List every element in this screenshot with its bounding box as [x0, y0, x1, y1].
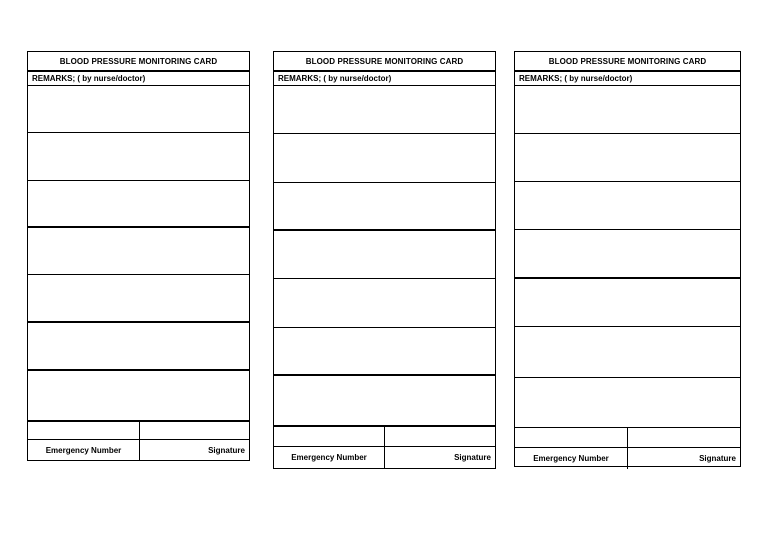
remarks-row[interactable] [274, 279, 495, 328]
remarks-label: REMARKS; ( by nurse/doctor) [274, 72, 495, 86]
card-title: BLOOD PRESSURE MONITORING CARD [28, 52, 249, 72]
remarks-label: REMARKS; ( by nurse/doctor) [28, 72, 249, 86]
remarks-row[interactable] [28, 228, 249, 275]
bp-card-2 [273, 51, 496, 469]
remarks-row[interactable] [515, 378, 740, 428]
emergency-number-field[interactable] [515, 428, 628, 447]
footer-label-row [274, 447, 495, 468]
signature-field[interactable] [140, 422, 249, 439]
emergency-number-label: Emergency Number [515, 448, 628, 469]
signature-field[interactable] [385, 427, 495, 446]
remarks-row[interactable] [28, 181, 249, 228]
remarks-row[interactable] [515, 279, 740, 327]
remarks-row[interactable] [28, 86, 249, 133]
remarks-row[interactable] [274, 86, 495, 134]
remarks-row[interactable] [515, 327, 740, 378]
card-title: BLOOD PRESSURE MONITORING CARD [274, 52, 495, 72]
remarks-row[interactable] [274, 183, 495, 231]
remarks-row[interactable] [274, 328, 495, 376]
remarks-row[interactable] [515, 230, 740, 279]
footer-label-row [28, 440, 249, 460]
footer-input-row [274, 427, 495, 447]
footer-input-row [28, 422, 249, 440]
emergency-number-label: Emergency Number [28, 440, 140, 460]
bp-card-1 [27, 51, 250, 461]
emergency-number-field[interactable] [28, 422, 140, 439]
remarks-row[interactable] [274, 134, 495, 183]
emergency-number-field[interactable] [274, 427, 385, 446]
emergency-number-label: Emergency Number [274, 447, 385, 468]
signature-label: Signature [454, 453, 491, 462]
remarks-row[interactable] [274, 376, 495, 427]
remarks-row[interactable] [274, 231, 495, 279]
footer-input-row [515, 428, 740, 448]
remarks-row[interactable] [515, 134, 740, 182]
remarks-row[interactable] [28, 275, 249, 323]
footer-label-row [515, 448, 740, 469]
remarks-row[interactable] [515, 182, 740, 230]
signature-label: Signature [208, 445, 245, 455]
remarks-label: REMARKS; ( by nurse/doctor) [515, 72, 740, 86]
bp-card-3 [514, 51, 741, 467]
remarks-row[interactable] [28, 371, 249, 422]
signature-field[interactable] [628, 428, 740, 447]
card-title: BLOOD PRESSURE MONITORING CARD [515, 52, 740, 72]
remarks-row[interactable] [28, 323, 249, 371]
signature-label: Signature [699, 454, 736, 463]
remarks-row[interactable] [28, 133, 249, 181]
remarks-row[interactable] [515, 86, 740, 134]
